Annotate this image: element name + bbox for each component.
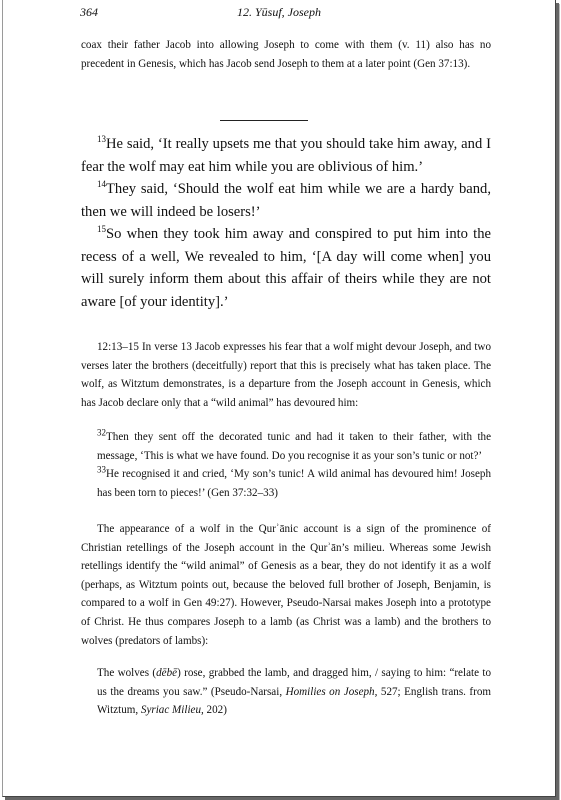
genesis-verse-32 [97,428,491,465]
commentary-intro [81,338,491,412]
verse-14 [81,178,491,223]
verse-13 [81,133,491,178]
work-title: Homilies on Joseph, [285,685,378,698]
book-page [2,0,556,797]
running-head [3,5,555,21]
verse-number: 14 [97,179,106,190]
quote-text-part: ) rose, grabbed the lamb, and dragged him, / saying to him: “relate to us the dreams you saw.” (Pseudo-Narsai, [97,667,491,698]
commentary-paragraph-2-text: The appearance of a wolf in the Qurʾānic account is a sign of the prominence of Christian retellings of the Joseph account in the Qurʾān’s milieu. Whereas some Jewish retellings identify the “wild animal” of Genesis as a bear, they do not identify it as a wolf (perhaps, as Witztum points out, because the beloved full brother of Joseph, Benjamin, is compared to a wolf in Gen 49:27). However, Pseudo-Narsai makes Joseph into a prototype of Christ. He thus compares Joseph to a lamb (as Christ was a lamb) and the brothers to wolves (predators of lambs): [81,523,491,647]
verse-15 [81,223,491,313]
quote-text-part: The wolves ( [97,667,157,679]
commentary-paragraph-2 [81,520,491,650]
verse-text: So when they took him away and conspired to put him into the recess of a well, We revealed to him, ‘[A day will come when] you will surely inform them about this affair of theirs while they are not aware [of your identity].’ [81,226,491,310]
chapter-title: 12. Yūsuf, Joseph [237,5,321,19]
top-paragraph-text: coax their father Jacob into allowing Joseph to come with them (v. 11) also has no precedent in Genesis, which has Jacob send Joseph to them at a later point (Gen 37:13). [81,39,491,70]
quran-verses [81,133,491,313]
verse-text: He said, ‘It really upsets me that you should take him away, and I fear the wolf may eat him while you are oblivious of him.’ [81,136,491,175]
top-paragraph [81,36,491,73]
narsai-quote-text [97,664,491,720]
book-title: Syriac Milieu, [140,704,204,717]
verse-text: They said, ‘Should the wolf eat him while we are a hardy band, then we will indeed be losers!’ [81,181,491,220]
quote-text-part: 527; English trans. from Witztum, [97,685,491,717]
quote-text-part: 202) [203,704,227,717]
verse-text: He recognised it and cried, ‘My son’s tunic! A wild animal has devoured him! Joseph has been torn to pieces!’ (Gen 37:32–33) [97,468,491,499]
genesis-verse-33 [97,465,491,502]
section-divider [220,120,308,121]
commentary-intro-text: 12:13–15 In verse 13 Jacob expresses his fear that a wolf might devour Joseph, and two verses later the brothers (deceitfully) report that this is precisely what has taken place. The wolf, as Witztum demonstrates, is a departure from the Joseph account in Genesis, which has Jacob declare only that a “wild animal” has devoured him: [81,341,491,409]
verse-number: 33 [97,464,106,475]
verse-number: 13 [97,134,106,145]
verse-number: 32 [97,427,106,438]
verse-text: Then they sent off the decorated tunic and had it taken to their father, with the message, ‘This is what we have found. Do you recognise it as your son’s tunic or not?’ [97,431,491,462]
genesis-block-quote [97,428,491,502]
syriac-term: dēbē [156,667,178,679]
verse-number: 15 [97,224,106,235]
narsai-block-quote [97,664,491,720]
page-number: 364 [80,5,98,19]
